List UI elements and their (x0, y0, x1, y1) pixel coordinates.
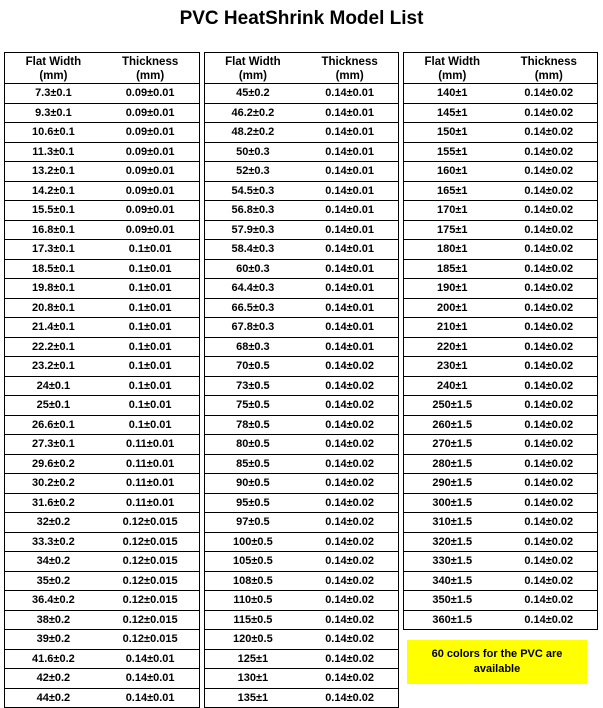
flat-width-cell: 130±1 (237, 672, 269, 684)
table-row (404, 260, 597, 280)
flat-width-cell: 11.3±0.1 (32, 145, 75, 158)
thickness-cell: 0.1±0.01 (128, 418, 172, 431)
table-row (5, 474, 199, 494)
thickness-cell: 0.14±0.02 (524, 301, 574, 314)
table-row (404, 162, 597, 182)
flat-width-cell: 39±0.2 (36, 633, 71, 645)
table-row (205, 318, 399, 338)
thickness-cell: 0.14±0.01 (325, 282, 375, 294)
flat-width-cell: 175±1 (436, 223, 468, 236)
thickness-cell: 0.12±0.015 (122, 516, 178, 528)
table-row (404, 279, 597, 299)
table-row (5, 591, 199, 611)
flat-width-cell: 110±0.5 (233, 594, 273, 606)
table-row (404, 240, 597, 260)
flat-width-cell: 340±1.5 (432, 574, 473, 587)
flat-width-cell: 15.5±0.1 (32, 204, 75, 216)
flat-width-cell: 360±1.5 (432, 613, 473, 626)
table-row (404, 572, 597, 592)
thickness-cell: 0.14±0.02 (325, 496, 375, 509)
table-row (5, 416, 199, 436)
table-row (205, 513, 399, 533)
flat-width-cell: 320±1.5 (432, 535, 473, 548)
flat-width-cell: 280±1.5 (432, 457, 473, 470)
flat-width-cell: 170±1 (436, 204, 468, 216)
header-width: Flat Width (mm) (25, 56, 82, 82)
thickness-cell: 0.14±0.02 (325, 457, 375, 470)
thickness-cell: 0.14±0.02 (524, 87, 574, 99)
table-row (5, 494, 199, 514)
flat-width-cell: 24±0.1 (36, 379, 71, 392)
thickness-cell: 0.14±0.02 (325, 399, 375, 411)
table-row (5, 552, 199, 572)
page-title: PVC HeatShrink Model List (179, 8, 424, 29)
flat-width-cell: 78±0.5 (236, 418, 270, 431)
thickness-cell: 0.09±0.01 (125, 165, 175, 177)
table-row (404, 533, 597, 553)
flat-width-cell: 200±1 (436, 301, 468, 314)
thickness-cell: 0.14±0.02 (524, 594, 574, 606)
thickness-cell: 0.14±0.02 (524, 321, 574, 333)
table-row (205, 572, 399, 592)
flat-width-cell: 210±1 (436, 321, 468, 333)
thickness-cell: 0.14±0.01 (325, 106, 375, 119)
thickness-cell: 0.14±0.02 (524, 555, 574, 567)
thickness-cell: 0.1±0.01 (128, 340, 172, 353)
thickness-cell: 0.14±0.02 (524, 282, 574, 294)
thickness-cell: 0.14±0.02 (325, 594, 375, 606)
flat-width-cell: 260±1.5 (432, 418, 473, 431)
table-row (404, 318, 597, 338)
table-row (5, 650, 199, 670)
table-row (5, 182, 199, 202)
table-row (5, 669, 199, 689)
flat-width-cell: 100±0.5 (233, 535, 273, 548)
table-column-2 (204, 52, 400, 708)
thickness-cell: 0.12±0.015 (122, 535, 178, 548)
flat-width-cell: 7.3±0.1 (35, 87, 72, 99)
flat-width-cell: 48.2±0.2 (231, 126, 275, 138)
header-width: Flat Width (mm) (424, 56, 480, 82)
thickness-cell: 0.14±0.02 (524, 126, 574, 138)
header-width: Flat Width (mm) (225, 56, 281, 82)
flat-width-cell: 18.5±0.1 (32, 262, 75, 275)
header-thickness: Thickness (mm) (520, 56, 577, 82)
flat-width-cell: 34±0.2 (36, 555, 71, 567)
table-row (5, 162, 199, 182)
flat-width-cell: 75±0.5 (236, 399, 270, 411)
table-row (5, 318, 199, 338)
table-row (205, 143, 399, 163)
thickness-cell: 0.14±0.02 (325, 691, 375, 704)
table-column-3-wrap (403, 52, 598, 708)
thickness-cell: 0.14±0.02 (524, 379, 574, 392)
table-row (404, 201, 597, 221)
thickness-cell: 0.14±0.02 (524, 145, 574, 158)
table-row (5, 689, 199, 708)
flat-width-cell: 66.5±0.3 (231, 301, 275, 314)
flat-width-cell: 36.4±0.2 (32, 594, 75, 606)
thickness-cell: 0.1±0.01 (128, 360, 172, 372)
thickness-cell: 0.12±0.015 (122, 613, 178, 626)
table-row (205, 435, 399, 455)
table-row (404, 338, 597, 358)
table-row (205, 552, 399, 572)
thickness-cell: 0.14±0.01 (325, 184, 375, 197)
table-row (5, 630, 199, 650)
flat-width-cell: 310±1.5 (432, 516, 473, 528)
column-header (404, 53, 597, 84)
flat-width-cell: 185±1 (436, 262, 468, 275)
flat-width-cell: 300±1.5 (432, 496, 473, 509)
thickness-cell: 0.09±0.01 (125, 223, 175, 236)
flat-width-cell: 64.4±0.3 (231, 282, 275, 294)
thickness-cell: 0.11±0.01 (126, 477, 175, 489)
thickness-cell: 0.14±0.02 (325, 652, 375, 665)
table-row (5, 260, 199, 280)
flat-width-cell: 54.5±0.3 (231, 184, 275, 197)
flat-width-cell: 21.4±0.1 (32, 321, 75, 333)
table-row (5, 357, 199, 377)
flat-width-cell: 97±0.5 (236, 516, 270, 528)
table-row (205, 357, 399, 377)
flat-width-cell: 42±0.2 (36, 672, 71, 684)
flat-width-cell: 140±1 (436, 87, 468, 99)
flat-width-cell: 50±0.3 (236, 145, 270, 158)
thickness-cell: 0.14±0.02 (325, 360, 375, 372)
thickness-cell: 0.14±0.02 (524, 243, 574, 255)
thickness-cell: 0.14±0.02 (524, 165, 574, 177)
flat-width-cell: 25±0.1 (36, 399, 71, 411)
table-row (5, 84, 199, 104)
flat-width-cell: 80±0.5 (236, 438, 270, 450)
thickness-cell: 0.14±0.02 (325, 418, 375, 431)
flat-width-cell: 52±0.3 (236, 165, 270, 177)
thickness-cell: 0.14±0.02 (524, 399, 574, 411)
table-column-3 (403, 52, 598, 630)
table-row (205, 377, 399, 397)
thickness-cell: 0.11±0.01 (126, 457, 175, 470)
table-row (404, 494, 597, 514)
thickness-cell: 0.14±0.02 (524, 184, 574, 197)
thickness-cell: 0.14±0.02 (524, 496, 574, 509)
table-row (404, 396, 597, 416)
table-row (404, 182, 597, 202)
flat-width-cell: 22.2±0.1 (32, 340, 75, 353)
flat-width-cell: 190±1 (436, 282, 468, 294)
thickness-cell: 0.14±0.02 (524, 204, 574, 216)
table-row (5, 201, 199, 221)
thickness-cell: 0.14±0.01 (125, 652, 175, 665)
thickness-cell: 0.09±0.01 (125, 106, 175, 119)
thickness-cell: 0.14±0.02 (524, 535, 574, 548)
flat-width-cell: 27.3±0.1 (32, 438, 75, 450)
thickness-cell: 0.14±0.02 (524, 574, 574, 587)
header-thickness: Thickness (mm) (122, 56, 179, 82)
table-row (205, 611, 399, 631)
table-row (5, 611, 199, 631)
table-row (5, 435, 199, 455)
flat-width-cell: 31.6±0.2 (32, 496, 75, 509)
flat-width-cell: 145±1 (436, 106, 468, 119)
table-row (5, 513, 199, 533)
thickness-cell: 0.14±0.02 (524, 360, 574, 372)
column-header (205, 53, 399, 84)
thickness-cell: 0.1±0.01 (128, 301, 172, 314)
flat-width-cell: 41.6±0.2 (32, 652, 75, 665)
thickness-cell: 0.14±0.01 (125, 691, 175, 704)
thickness-cell: 0.14±0.02 (524, 106, 574, 119)
flat-width-cell: 45±0.2 (236, 87, 270, 99)
table-row (205, 123, 399, 143)
thickness-cell: 0.14±0.02 (325, 574, 375, 587)
table-row (404, 435, 597, 455)
table-row (205, 630, 399, 650)
flat-width-cell: 350±1.5 (432, 594, 473, 606)
table-row (404, 104, 597, 124)
flat-width-cell: 180±1 (436, 243, 468, 255)
thickness-cell: 0.14±0.02 (325, 535, 375, 548)
table-row (205, 689, 399, 708)
flat-width-cell: 73±0.5 (236, 379, 270, 392)
table-row (5, 533, 199, 553)
flat-width-cell: 38±0.2 (36, 613, 71, 626)
table-row (5, 572, 199, 592)
flat-width-cell: 13.2±0.1 (32, 165, 75, 177)
flat-width-cell: 85±0.5 (236, 457, 270, 470)
table-row (404, 474, 597, 494)
table-row (205, 416, 399, 436)
thickness-cell: 0.14±0.01 (325, 301, 375, 314)
table-row (5, 104, 199, 124)
thickness-cell: 0.14±0.01 (325, 87, 375, 99)
table-row (205, 84, 399, 104)
flat-width-cell: 44±0.2 (36, 691, 71, 704)
flat-width-cell: 95±0.5 (236, 496, 270, 509)
thickness-cell: 0.09±0.01 (125, 87, 175, 99)
flat-width-cell: 16.8±0.1 (32, 223, 75, 236)
thickness-cell: 0.14±0.01 (325, 262, 375, 275)
thickness-cell: 0.14±0.02 (325, 672, 375, 684)
flat-width-cell: 23.2±0.1 (32, 360, 75, 372)
column-header (5, 53, 199, 84)
table-row (404, 377, 597, 397)
flat-width-cell: 108±0.5 (233, 574, 273, 587)
flat-width-cell: 30.2±0.2 (32, 477, 75, 489)
table-row (205, 201, 399, 221)
flat-width-cell: 29.6±0.2 (32, 457, 75, 470)
flat-width-cell: 10.6±0.1 (32, 126, 75, 138)
thickness-cell: 0.14±0.01 (125, 672, 175, 684)
flat-width-cell: 115±0.5 (233, 613, 273, 626)
table-row (205, 279, 399, 299)
thickness-cell: 0.09±0.01 (125, 126, 175, 138)
table-row (205, 240, 399, 260)
thickness-cell: 0.09±0.01 (125, 204, 175, 216)
table-row (5, 143, 199, 163)
flat-width-cell: 60±0.3 (236, 262, 270, 275)
thickness-cell: 0.14±0.02 (524, 223, 574, 236)
thickness-cell: 0.11±0.01 (126, 438, 175, 450)
thickness-cell: 0.14±0.01 (325, 340, 375, 353)
flat-width-cell: 155±1 (436, 145, 468, 158)
table-row (5, 455, 199, 475)
thickness-cell: 0.14±0.02 (325, 516, 375, 528)
table-row (5, 396, 199, 416)
table-row (205, 474, 399, 494)
table-row (404, 455, 597, 475)
table-row (5, 221, 199, 241)
flat-width-cell: 120±0.5 (233, 633, 273, 645)
table-row (404, 221, 597, 241)
thickness-cell: 0.14±0.01 (325, 165, 375, 177)
table-row (205, 396, 399, 416)
flat-width-cell: 150±1 (436, 126, 468, 138)
thickness-cell: 0.09±0.01 (125, 184, 175, 197)
flat-width-cell: 26.6±0.1 (32, 418, 75, 431)
thickness-cell: 0.14±0.01 (325, 223, 375, 236)
flat-width-cell: 240±1 (436, 379, 468, 392)
thickness-cell: 0.14±0.02 (325, 633, 375, 645)
table-row (205, 162, 399, 182)
thickness-cell: 0.14±0.02 (325, 438, 375, 450)
table-row (404, 591, 597, 611)
flat-width-cell: 90±0.5 (236, 477, 270, 489)
thickness-cell: 0.14±0.01 (325, 204, 375, 216)
table-row (5, 299, 199, 319)
thickness-cell: 0.14±0.02 (325, 555, 375, 567)
table-row (404, 513, 597, 533)
table-row (205, 591, 399, 611)
thickness-cell: 0.14±0.02 (325, 613, 375, 626)
flat-width-cell: 135±1 (237, 691, 269, 704)
thickness-cell: 0.14±0.02 (524, 340, 574, 353)
table-row (205, 533, 399, 553)
thickness-cell: 0.11±0.01 (126, 496, 175, 509)
thickness-cell: 0.14±0.02 (524, 418, 574, 431)
table-row (205, 338, 399, 358)
thickness-cell: 0.14±0.02 (325, 477, 375, 489)
flat-width-cell: 58.4±0.3 (231, 243, 275, 255)
thickness-cell: 0.14±0.02 (524, 438, 574, 450)
flat-width-cell: 32±0.2 (36, 516, 71, 528)
thickness-cell: 0.12±0.015 (122, 574, 178, 587)
table-row (404, 123, 597, 143)
table-row (205, 650, 399, 670)
thickness-cell: 0.09±0.01 (125, 145, 175, 158)
flat-width-cell: 70±0.5 (236, 360, 270, 372)
flat-width-cell: 56.8±0.3 (231, 204, 275, 216)
flat-width-cell: 230±1 (436, 360, 468, 372)
flat-width-cell: 105±0.5 (233, 555, 273, 567)
table-row (5, 338, 199, 358)
table-column-1 (4, 52, 200, 708)
flat-width-cell: 57.9±0.3 (231, 223, 275, 236)
flat-width-cell: 270±1.5 (432, 438, 473, 450)
table-row (205, 494, 399, 514)
thickness-cell: 0.1±0.01 (128, 282, 172, 294)
flat-width-cell: 33.3±0.2 (32, 535, 75, 548)
thickness-cell: 0.14±0.01 (325, 126, 375, 138)
flat-width-cell: 20.8±0.1 (32, 301, 75, 314)
flat-width-cell: 290±1.5 (432, 477, 473, 489)
thickness-cell: 0.1±0.01 (128, 243, 172, 255)
flat-width-cell: 250±1.5 (432, 399, 473, 411)
thickness-cell: 0.14±0.01 (325, 243, 375, 255)
table-row (404, 143, 597, 163)
thickness-cell: 0.14±0.02 (524, 477, 574, 489)
thickness-cell: 0.1±0.01 (128, 399, 172, 411)
thickness-cell: 0.1±0.01 (128, 321, 172, 333)
thickness-cell: 0.14±0.02 (524, 516, 574, 528)
thickness-cell: 0.12±0.015 (122, 594, 178, 606)
thickness-cell: 0.14±0.02 (524, 613, 574, 626)
flat-width-cell: 67.8±0.3 (231, 321, 275, 333)
table-row (404, 84, 597, 104)
flat-width-cell: 9.3±0.1 (35, 106, 72, 119)
table-row (404, 611, 597, 630)
flat-width-cell: 68±0.3 (236, 340, 270, 353)
flat-width-cell: 35±0.2 (36, 574, 71, 587)
table-row (404, 299, 597, 319)
flat-width-cell: 165±1 (436, 184, 468, 197)
table-row (205, 669, 399, 689)
thickness-cell: 0.14±0.02 (325, 379, 375, 392)
table-row (205, 455, 399, 475)
thickness-cell: 0.14±0.01 (325, 145, 375, 158)
table-row (5, 240, 199, 260)
thickness-cell: 0.1±0.01 (128, 379, 172, 392)
table-row (5, 123, 199, 143)
table-row (205, 182, 399, 202)
thickness-cell: 0.12±0.015 (122, 555, 178, 567)
table-row (404, 552, 597, 572)
table-row (5, 279, 199, 299)
flat-width-cell: 19.8±0.1 (32, 282, 75, 294)
flat-width-cell: 220±1 (436, 340, 468, 353)
thickness-cell: 0.14±0.02 (524, 262, 574, 275)
flat-width-cell: 17.3±0.1 (32, 243, 75, 255)
flat-width-cell: 160±1 (436, 165, 468, 177)
table-row (205, 299, 399, 319)
table-row (205, 260, 399, 280)
table-row (5, 377, 199, 397)
header-thickness: Thickness (mm) (321, 56, 378, 82)
flat-width-cell: 125±1 (237, 652, 269, 665)
table-row (205, 221, 399, 241)
table-row (404, 416, 597, 436)
flat-width-cell: 14.2±0.1 (32, 184, 75, 197)
colors-note: 60 colors for the PVC are available (407, 640, 587, 684)
thickness-cell: 0.1±0.01 (128, 262, 172, 275)
table-row (205, 104, 399, 124)
flat-width-cell: 330±1.5 (432, 555, 473, 567)
thickness-cell: 0.14±0.01 (325, 321, 375, 333)
flat-width-cell: 46.2±0.2 (231, 106, 275, 119)
table-row (404, 357, 597, 377)
model-table (4, 52, 598, 708)
thickness-cell: 0.12±0.015 (122, 633, 178, 645)
thickness-cell: 0.14±0.02 (524, 457, 574, 470)
